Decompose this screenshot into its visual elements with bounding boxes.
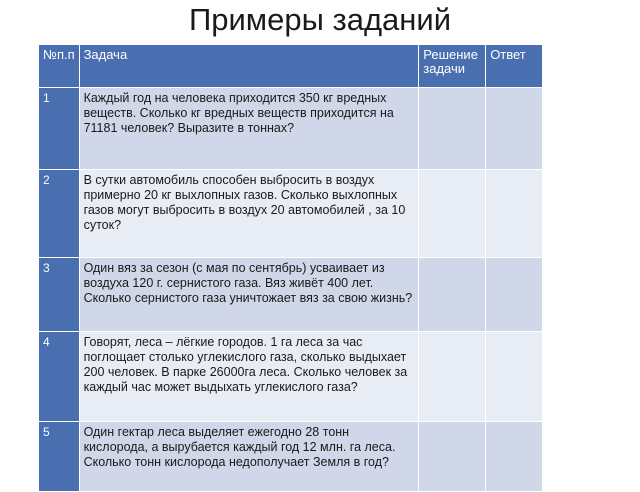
table-row bbox=[39, 258, 543, 332]
answer-cell bbox=[486, 170, 543, 258]
row-number: 2 bbox=[39, 170, 80, 258]
task-text: Говорят, леса – лёгкие городов. 1 га леса за час поглощает столько углекислого газа, сколько выдыхает 200 человек. В парке 26000га леса. Сколько человек за каждый час может выдыхать углекислого газа? bbox=[79, 332, 419, 422]
table-row bbox=[39, 88, 543, 170]
task-text: Один вяз за сезон (с мая по сентябрь) усваивает из воздуха 120 г. сернистого газа. Вяз живёт 400 лет. Сколько сернистого газа уничтожает вяз за свою жизнь? bbox=[79, 258, 419, 332]
answer-cell bbox=[486, 422, 543, 492]
row-number: 5 bbox=[39, 422, 80, 492]
row-number: 4 bbox=[39, 332, 80, 422]
solution-cell bbox=[419, 170, 486, 258]
task-text: В сутки автомобиль способен выбросить в воздух примерно 20 кг выхлопных газов. Сколько выхлопных газов могут выбросить в воздух 20 автомобилей , за 10 суток? bbox=[79, 170, 419, 258]
solution-cell bbox=[419, 258, 486, 332]
page-title: Примеры заданий bbox=[188, 2, 452, 37]
table-header-row bbox=[39, 45, 543, 88]
answer-cell bbox=[486, 332, 543, 422]
row-number: 3 bbox=[39, 258, 80, 332]
solution-cell bbox=[419, 332, 486, 422]
task-text: Один гектар леса выделяет ежегодно 28 тонн кислорода, а вырубается каждый год 12 млн. га леса. Сколько тонн кислорода недополучает Земля в год? bbox=[79, 422, 419, 492]
header-solution: Решение задачи bbox=[419, 45, 486, 88]
answer-cell bbox=[486, 258, 543, 332]
table-row bbox=[39, 422, 543, 492]
solution-cell bbox=[419, 422, 486, 492]
solution-cell bbox=[419, 88, 486, 170]
tasks-table bbox=[38, 44, 543, 492]
row-number: 1 bbox=[39, 88, 80, 170]
header-answer: Ответ bbox=[486, 45, 543, 88]
task-text: Каждый год на человека приходится 350 кг вредных веществ. Сколько кг вредных веществ приходится на 71181 человек? Выразите в тоннах? bbox=[79, 88, 419, 170]
table-row bbox=[39, 170, 543, 258]
header-task: Задача bbox=[79, 45, 419, 88]
answer-cell bbox=[486, 88, 543, 170]
header-num: №п.п bbox=[39, 45, 80, 88]
table-row bbox=[39, 332, 543, 422]
